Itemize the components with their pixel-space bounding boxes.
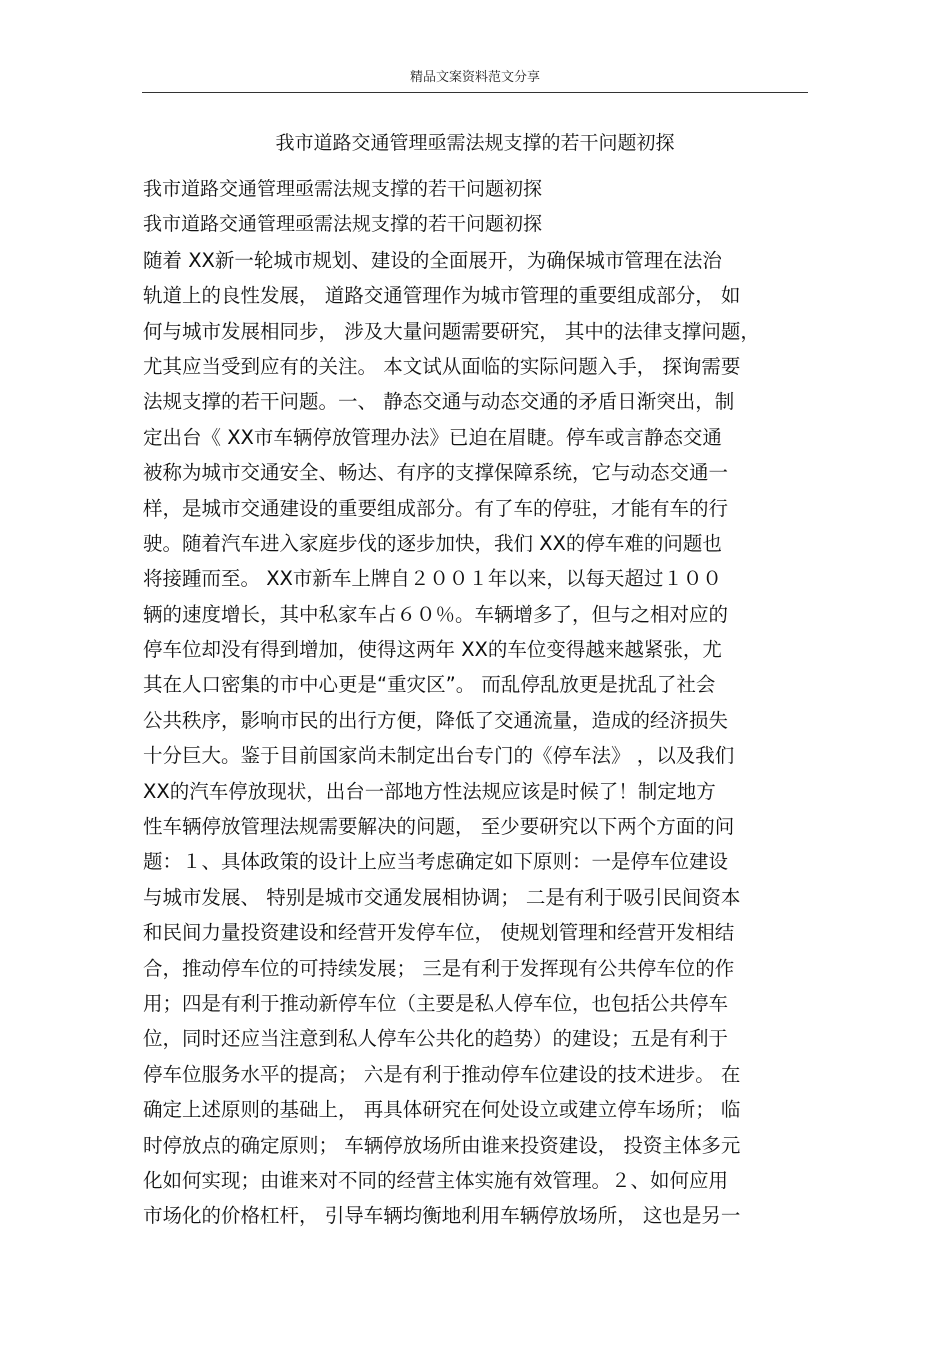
body-line: 时停放点的确定原则； 车辆停放场所由谁来投资建设， 投资主体多元 [143,1133,741,1157]
body-line: 被称为城市交通安全、畅达、有序的支撑保障系统，它与动态交通一 [143,461,729,485]
body-line: 确定上述原则的基础上， 再具体研究在何处设立或建立停车场所； 临 [143,1098,741,1122]
body-line: 题：１、具体政策的设计上应当考虑确定如下原则：一是停车位建设 [143,850,729,874]
body-line: 法规支撑的若干问题。一、 静态交通与动态交通的矛盾日渐突出，制 [143,390,735,414]
body-line: 性车辆停放管理法规需要解决的问题， 至少要研究以下两个方面的问 [143,815,735,839]
body-line: 停车位服务水平的提高； 六是有利于推动停车位建设的技术进步。 在 [143,1062,741,1086]
body-line: 辆的速度增长，其中私家车占６０％。车辆增多了，但与之相对应的 [143,602,729,626]
body-line: 驶。随着汽车进入家庭步伐的逐步加快，我们 XX的停车难的问题也 [143,531,722,555]
body-line: 用；四是有利于推动新停车位（主要是私人停车位，也包括公共停车 [143,991,729,1015]
body-line: 轨道上的良性发展， 道路交通管理作为城市管理的重要组成部分， 如 [143,284,741,308]
body-line: 将接踵而至。 XX市新车上牌自２００１年以来，以每天超过１００ [143,567,722,591]
body-line: 和民间力量投资建设和经营开发停车位， 使规划管理和经营开发相结 [143,921,735,945]
body-line: 我市道路交通管理亟需法规支撑的若干问题初探 [143,213,543,236]
body-line: 其在人口密集的市中心更是“重灾区”。 而乱停乱放更是扰乱了社会 [143,673,716,697]
body-line: 定出台《 XX市车辆停放管理办法》已迫在眉睫。停车或言静态交通 [143,425,722,449]
body-line: 化如何实现；由谁来对不同的经营主体实施有效管理。２、如何应用 [143,1168,729,1192]
body-line: 停车位却没有得到增加，使得这两年 XX的车位变得越来越紧张，尤 [143,638,722,662]
document-body [143,172,808,1234]
page-header: 精品文案资料范文分享 [409,70,540,85]
body-line: 与城市发展、 特别是城市交通发展相协调； 二是有利于吸引民间资本 [143,885,741,909]
header-divider [142,92,808,93]
body-line: 位，同时还应当注意到私人停车公共化的趋势）的建设；五是有利于 [143,1027,729,1051]
body-line: 何与城市发展相同步， 涉及大量问题需要研究， 其中的法律支撑问题， [143,319,760,343]
body-line: 样，是城市交通建设的重要组成部分。有了车的停驻，才能有车的行 [143,496,729,520]
body-line: 随着 XX新一轮城市规划、建设的全面展开，为确保城市管理在法治 [143,248,722,272]
body-line: XX的汽车停放现状，出台一部地方性法规应该是时候了！制定地方 [143,779,716,803]
document-title: 我市道路交通管理亟需法规支撑的若干问题初探 [275,132,675,154]
body-line: 我市道路交通管理亟需法规支撑的若干问题初探 [143,178,543,200]
body-line: 公共秩序，影响市民的出行方便，降低了交通流量，造成的经济损失 [143,708,729,732]
body-line: 十分巨大。鉴于目前国家尚未制定出台专门的《停车法》 ，以及我们 [143,744,735,768]
body-line: 合，推动停车位的可持续发展； 三是有利于发挥现有公共停车位的作 [143,956,735,980]
body-line: 尤其应当受到应有的关注。 本文试从面临的实际问题入手， 探询需要 [143,354,741,378]
body-line: 市场化的价格杠杆， 引导车辆均衡地利用车辆停放场所， 这也是另一 [143,1204,741,1228]
